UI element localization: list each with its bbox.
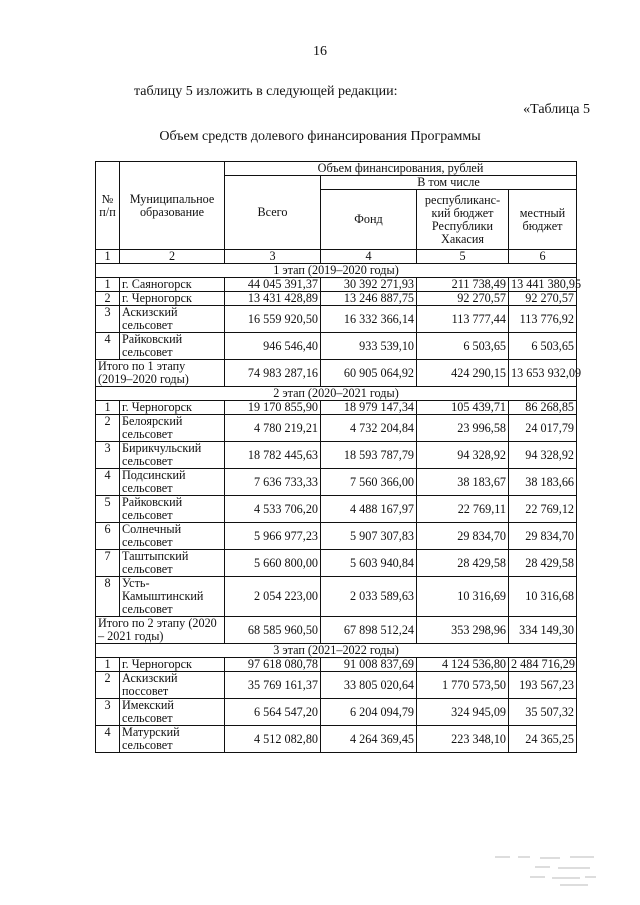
row-number: 4 (96, 469, 120, 496)
row-local-budget: 2 484 716,29 (509, 658, 577, 672)
row-fund: 933 539,10 (321, 333, 417, 360)
row-total: 4 533 706,20 (225, 496, 321, 523)
table-row (96, 577, 577, 617)
scan-artifact (490, 849, 600, 889)
column-number: 2 (120, 250, 225, 264)
row-total: 6 564 547,20 (225, 699, 321, 726)
row-republic-budget: 4 124 536,80 (417, 658, 509, 672)
row-fund: 5 603 940,84 (321, 550, 417, 577)
summary-republic-budget: 424 290,15 (417, 360, 509, 387)
row-total: 19 170 855,90 (225, 401, 321, 415)
summary-fund: 60 905 064,92 (321, 360, 417, 387)
row-total: 44 045 391,37 (225, 278, 321, 292)
stage-title: 1 этап (2019–2020 годы) (96, 264, 577, 278)
row-local-budget: 92 270,57 (509, 292, 577, 306)
row-local-budget: 24 017,79 (509, 415, 577, 442)
row-fund: 30 392 271,93 (321, 278, 417, 292)
row-total: 13 431 428,89 (225, 292, 321, 306)
summary-total: 74 983 287,16 (225, 360, 321, 387)
row-municipality: Солнечный сельсовет (120, 523, 225, 550)
stage-title: 2 этап (2020–2021 годы) (96, 387, 577, 401)
row-number: 1 (96, 278, 120, 292)
summary-republic-budget: 353 298,96 (417, 617, 509, 644)
table-row (96, 726, 577, 753)
row-total: 5 966 977,23 (225, 523, 321, 550)
table-row (96, 496, 577, 523)
row-local-budget: 38 183,66 (509, 469, 577, 496)
row-number: 5 (96, 496, 120, 523)
row-number: 3 (96, 306, 120, 333)
table-row (96, 699, 577, 726)
row-fund: 5 907 307,83 (321, 523, 417, 550)
column-number: 4 (321, 250, 417, 264)
row-fund: 4 264 369,45 (321, 726, 417, 753)
row-fund: 13 246 887,75 (321, 292, 417, 306)
row-total: 16 559 920,50 (225, 306, 321, 333)
row-municipality: г. Черногорск (120, 401, 225, 415)
row-municipality: г. Черногорск (120, 658, 225, 672)
row-fund: 6 204 094,79 (321, 699, 417, 726)
row-fund: 4 732 204,84 (321, 415, 417, 442)
funding-table (95, 161, 582, 753)
row-local-budget: 10 316,68 (509, 577, 577, 617)
row-total: 5 660 800,00 (225, 550, 321, 577)
row-local-budget: 29 834,70 (509, 523, 577, 550)
stage-row (96, 644, 577, 658)
row-republic-budget: 22 769,11 (417, 496, 509, 523)
table-title: Объем средств долевого финансирования Программы (159, 129, 481, 144)
row-fund: 7 560 366,00 (321, 469, 417, 496)
row-republic-budget: 38 183,67 (417, 469, 509, 496)
row-total: 7 636 733,33 (225, 469, 321, 496)
row-total: 18 782 445,63 (225, 442, 321, 469)
row-republic-budget: 92 270,57 (417, 292, 509, 306)
column-number: 3 (225, 250, 321, 264)
column-number: 6 (509, 250, 577, 264)
summary-label: Итого по 2 этапу (2020 – 2021 годы) (96, 617, 225, 644)
row-number: 8 (96, 577, 120, 617)
row-municipality: Таштыпский сельсовет (120, 550, 225, 577)
table-row (96, 415, 577, 442)
header-number: № п/п (96, 162, 120, 250)
row-number: 2 (96, 415, 120, 442)
row-total: 946 546,40 (225, 333, 321, 360)
stage-title: 3 этап (2021–2022 годы) (96, 644, 577, 658)
row-local-budget: 24 365,25 (509, 726, 577, 753)
row-number: 4 (96, 726, 120, 753)
row-republic-budget: 29 834,70 (417, 523, 509, 550)
row-total: 97 618 080,78 (225, 658, 321, 672)
row-local-budget: 113 776,92 (509, 306, 577, 333)
row-total: 2 054 223,00 (225, 577, 321, 617)
row-local-budget: 193 567,23 (509, 672, 577, 699)
table-row (96, 672, 577, 699)
row-fund: 91 008 837,69 (321, 658, 417, 672)
row-fund: 18 593 787,79 (321, 442, 417, 469)
table-row (96, 306, 577, 333)
row-municipality: Белоярский сельсовет (120, 415, 225, 442)
row-local-budget: 6 503,65 (509, 333, 577, 360)
row-fund: 4 488 167,97 (321, 496, 417, 523)
table-row (96, 469, 577, 496)
row-total: 35 769 161,37 (225, 672, 321, 699)
row-local-budget: 22 769,12 (509, 496, 577, 523)
row-fund: 2 033 589,63 (321, 577, 417, 617)
row-number: 2 (96, 292, 120, 306)
header-municipality: Муниципальное образование (120, 162, 225, 250)
summary-total: 68 585 960,50 (225, 617, 321, 644)
row-republic-budget: 105 439,71 (417, 401, 509, 415)
summary-row (96, 360, 577, 387)
table-row (96, 523, 577, 550)
table-row (96, 401, 577, 415)
row-municipality: г. Саяногорск (120, 278, 225, 292)
table-row (96, 550, 577, 577)
stage-row (96, 264, 577, 278)
row-republic-budget: 113 777,44 (417, 306, 509, 333)
header-republic-budget: республиканс-кий бюджет Республики Хакасия (417, 190, 509, 250)
table-row (96, 658, 577, 672)
row-republic-budget: 6 503,65 (417, 333, 509, 360)
row-republic-budget: 223 348,10 (417, 726, 509, 753)
column-number: 1 (96, 250, 120, 264)
summary-local-budget: 334 149,30 (509, 617, 577, 644)
row-local-budget: 13 441 380,95 (509, 278, 577, 292)
row-republic-budget: 28 429,58 (417, 550, 509, 577)
row-number: 6 (96, 523, 120, 550)
page-number: 16 (313, 44, 327, 59)
intro-text: таблицу 5 изложить в следующей редакции: (134, 84, 398, 99)
header-volume: Объем финансирования, рублей (225, 162, 577, 176)
row-republic-budget: 1 770 573,50 (417, 672, 509, 699)
row-municipality: г. Черногорск (120, 292, 225, 306)
summary-local-budget: 13 653 932,09 (509, 360, 577, 387)
row-total: 4 512 082,80 (225, 726, 321, 753)
row-local-budget: 28 429,58 (509, 550, 577, 577)
row-number: 3 (96, 442, 120, 469)
column-number: 5 (417, 250, 509, 264)
summary-fund: 67 898 512,24 (321, 617, 417, 644)
header-local-budget: местный бюджет (509, 190, 577, 250)
summary-label: Итого по 1 этапу (2019–2020 годы) (96, 360, 225, 387)
row-municipality: Имекский сельсовет (120, 699, 225, 726)
row-number: 1 (96, 658, 120, 672)
table-row (96, 292, 577, 306)
table-row (96, 442, 577, 469)
table-body (96, 263, 582, 753)
row-local-budget: 94 328,92 (509, 442, 577, 469)
row-fund: 18 979 147,34 (321, 401, 417, 415)
row-number: 2 (96, 672, 120, 699)
summary-row (96, 617, 577, 644)
row-municipality: Райковский сельсовет (120, 333, 225, 360)
row-local-budget: 86 268,85 (509, 401, 577, 415)
header-including: В том числе (321, 176, 577, 190)
header-total: Всего (225, 176, 321, 250)
header-fund: Фонд (321, 190, 417, 250)
row-number: 1 (96, 401, 120, 415)
row-number: 7 (96, 550, 120, 577)
row-republic-budget: 10 316,69 (417, 577, 509, 617)
row-municipality: Аскизский поссовет (120, 672, 225, 699)
row-municipality: Матурский сельсовет (120, 726, 225, 753)
table-reference: «Таблица 5 (523, 102, 590, 117)
column-number-row (96, 250, 577, 264)
row-municipality: Райковский сельсовет (120, 496, 225, 523)
row-number: 4 (96, 333, 120, 360)
row-republic-budget: 23 996,58 (417, 415, 509, 442)
row-total: 4 780 219,21 (225, 415, 321, 442)
row-number: 3 (96, 699, 120, 726)
row-republic-budget: 94 328,92 (417, 442, 509, 469)
row-republic-budget: 324 945,09 (417, 699, 509, 726)
row-fund: 33 805 020,64 (321, 672, 417, 699)
row-municipality: Усть-Камыштинский сельсовет (120, 577, 225, 617)
table-row (96, 333, 577, 360)
stage-row (96, 387, 577, 401)
row-municipality: Подсинский сельсовет (120, 469, 225, 496)
table-row (96, 278, 577, 292)
row-municipality: Аскизский сельсовет (120, 306, 225, 333)
row-republic-budget: 211 738,49 (417, 278, 509, 292)
row-local-budget: 35 507,32 (509, 699, 577, 726)
row-fund: 16 332 366,14 (321, 306, 417, 333)
row-municipality: Бирикчульский сельсовет (120, 442, 225, 469)
